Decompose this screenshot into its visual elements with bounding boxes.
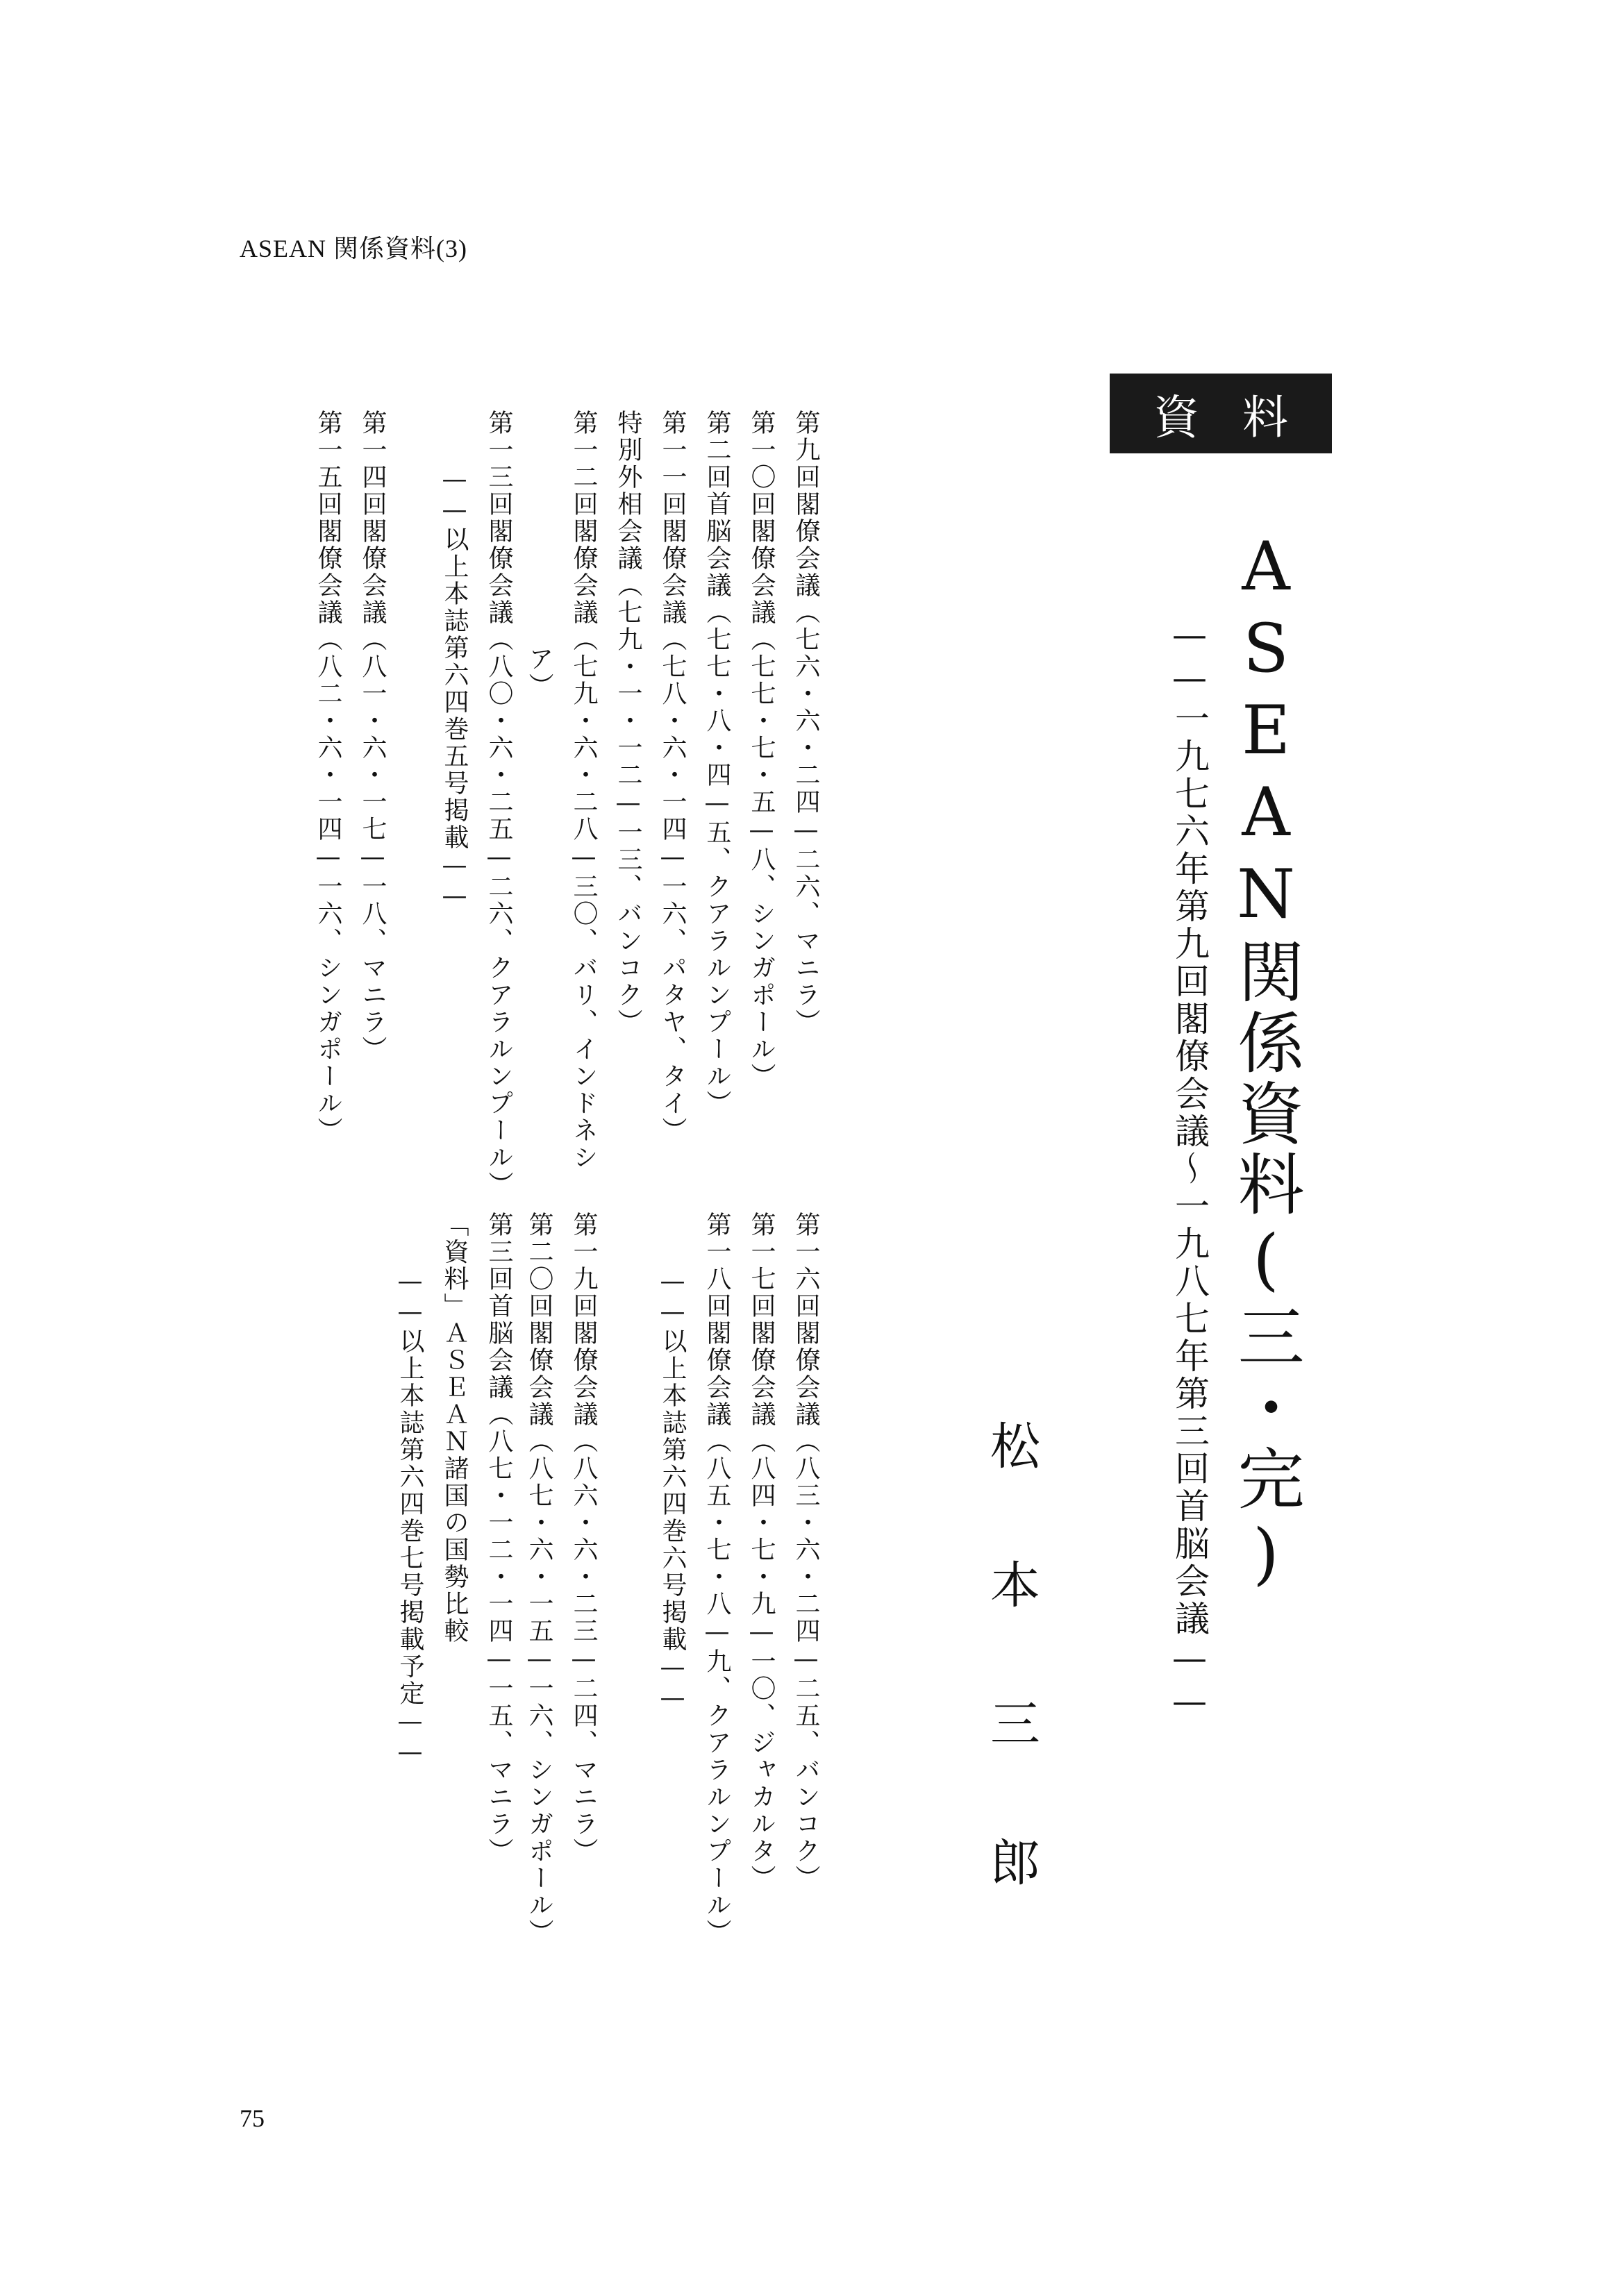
article-subtitle: ——一九七六年第九回閣僚会議〜一九八七年第三回首脳会議——	[1169, 614, 1210, 1724]
contents-entry: 第一一回閣僚会議（七八・六・一四—一六、パタヤ、タイ）	[658, 410, 687, 1144]
contents-entry: 第一六回閣僚会議（八三・六・二四—二五、バンコク）	[792, 1212, 820, 1892]
contents-entry: 第一五回閣僚会議（八二・六・一四—一六、シンガポール）	[314, 410, 342, 1144]
running-header: ASEAN 関係資料(3)	[240, 235, 467, 262]
contents-entry: 第三回首脳会議（八七・一二・一四—一五、マニラ）	[485, 1212, 513, 1865]
contents-entry: 第九回閣僚会議（七六・六・二四—二六、マニラ）	[792, 410, 820, 1036]
contents-entry: 第一九回閣僚会議（八六・六・二三—二四、マニラ）	[569, 1212, 598, 1865]
contents-entry: 第一三回閣僚会議（八〇・六・二五—二六、クアラルンプール）	[485, 410, 513, 1198]
contents-entry: 第一八回閣僚会議（八五・七・八—九、クアラルンプール）	[703, 1212, 731, 1946]
author-name: 松本三郎	[982, 1420, 1040, 1975]
contents-entry: 特別外相会議（七九・一・一二—一三、バンコク）	[614, 410, 642, 1036]
contents-entry: 第一四回閣僚会議（八一・六・一七—一八、マニラ）	[358, 410, 387, 1063]
publication-note: ——以上本誌第六四巻六号掲載——	[658, 1267, 687, 1714]
section-badge: 資料	[1110, 374, 1332, 453]
contents-entry: 第二回首脳会議（七七・八・四—五、クアラルンプール）	[703, 410, 731, 1117]
contents-entry: 第一二回閣僚会議（七九・六・二八—三〇、バリ、インドネシ	[569, 410, 598, 1171]
article-title: ASEAN関係資料(三・完)	[1227, 528, 1305, 1597]
page-number: 75	[240, 2104, 265, 2132]
contents-entry-continued: ア）	[525, 646, 553, 700]
contents-entry: 第一〇回閣僚会議（七七・七・五—八、シンガポール）	[747, 410, 776, 1090]
publication-note: ——以上本誌第六四巻五号掲載——	[440, 465, 469, 912]
publication-note: ——以上本誌第六四巻七号掲載予定——	[396, 1267, 424, 1768]
contents-entry: 第一七回閣僚会議（八四・七・九—一〇、ジャカルタ）	[747, 1212, 776, 1892]
contents-entry: 「資料」ＡＳＥＡＮ諸国の国勢比較	[440, 1212, 469, 1645]
contents-entry: 第二〇回閣僚会議（八七・六・一五—一六、シンガポール）	[525, 1212, 553, 1946]
